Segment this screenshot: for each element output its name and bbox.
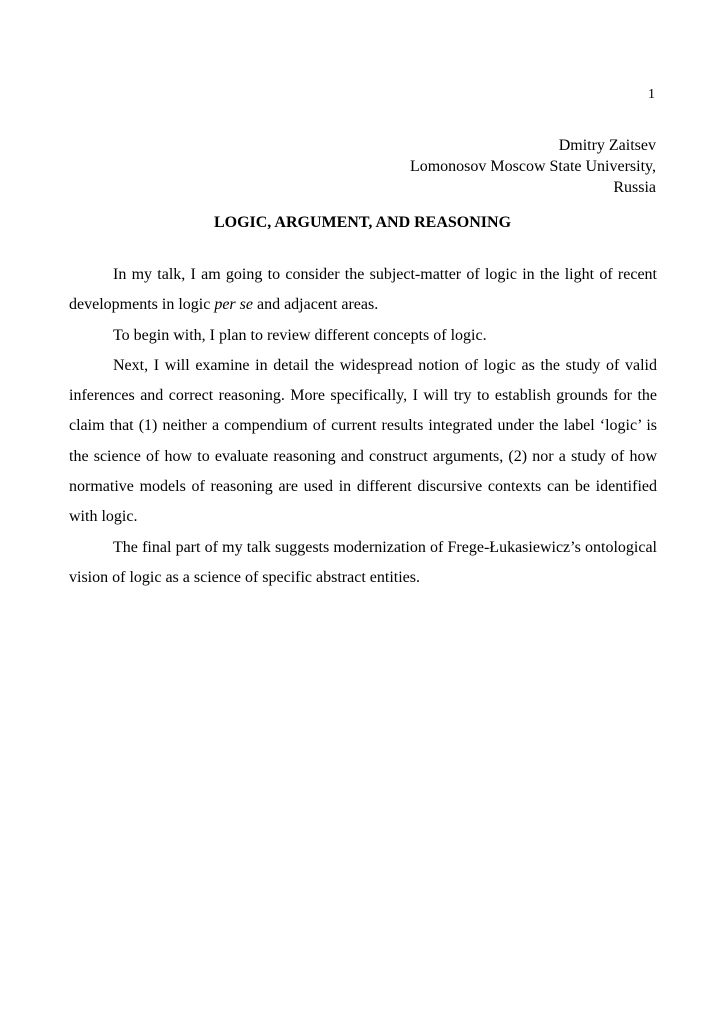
paragraph-3: Next, I will examine in detail the widespread notion of logic as the study of valid inferences and correct reasoning. More specifically, I will try to establish grounds for the claim that (1) neither a compendium of current results integrated under the label ‘logic’ is the science of how to evaluate reasoning and construct arguments, (2) nor a study of how normative models of reasoning are used in different discursive contexts can be identified with logic. xyxy=(69,356,657,526)
paragraph-1-end: and adjacent areas. xyxy=(252,296,379,314)
paragraph-1-italic: per se xyxy=(214,296,253,314)
author-country: Russia xyxy=(613,179,656,196)
page-number: 1 xyxy=(648,87,655,102)
paragraph-1-start: In my talk, I am going to consider the subject-matter of logic in the light of recent developments in logic xyxy=(69,266,657,314)
paragraph-4: The final part of my talk suggests modernization of Frege-Łukasiewicz’s ontological vision of logic as a science of specific abstract entities. xyxy=(69,538,657,586)
author-block xyxy=(410,135,656,198)
author-affiliation: Lomonosov Moscow State University, xyxy=(409,158,656,175)
paragraph-1 xyxy=(69,260,657,321)
abstract-body xyxy=(69,260,657,593)
paper-title: LOGIC, ARGUMENT, AND REASONING xyxy=(213,214,512,231)
author-name: Dmitry Zaitsev xyxy=(558,137,656,154)
paragraph-2: To begin with, I plan to review different concepts of logic. xyxy=(113,326,487,344)
